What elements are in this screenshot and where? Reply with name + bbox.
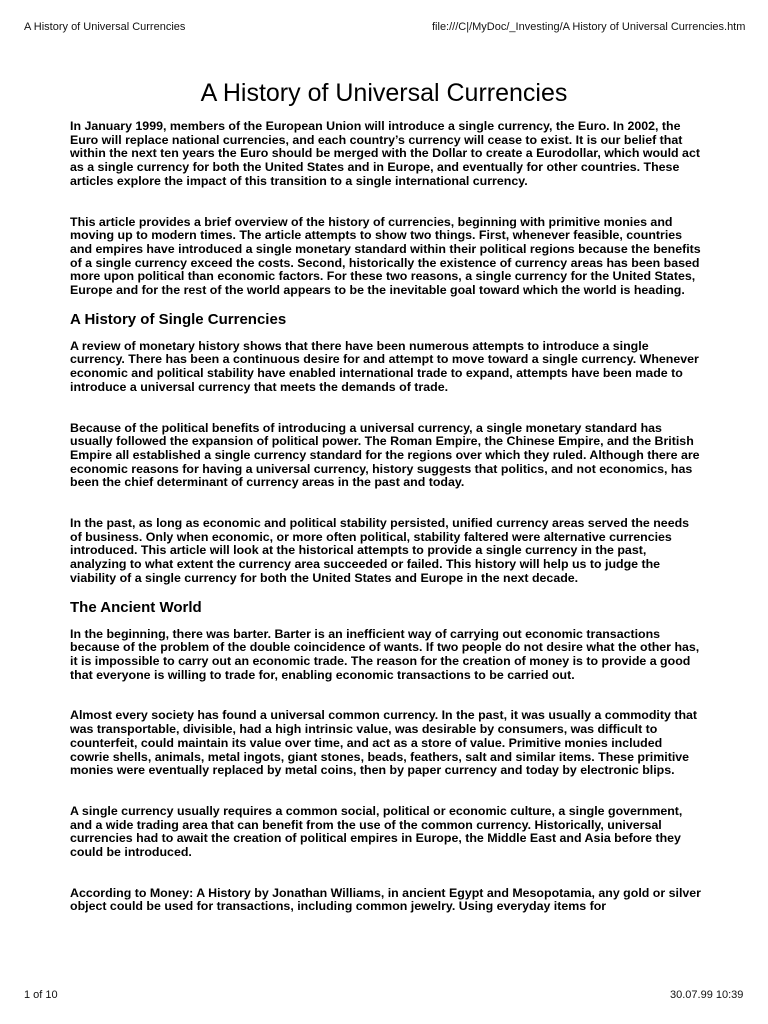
paragraph-monetary-history: A review of monetary history shows that there have been numerous attempts to introduce a single currency. There has been a continuous desire for and attempt to move toward a single currency. Whenever economic and political stability have enabled international trade to expand, attempts have been made to introduce a universal currency that meets the demands of trade.: [70, 338, 699, 394]
paragraph-requirements: A single currency usually requires a common social, political or economic culture, a single government, and a wide trading area that can benefit from the use of the common currency. Historically, universal currencies had to await the creation of political empires in Europe, the Middle East and Asia before they could be introduced.: [70, 803, 683, 860]
page-title: A History of Universal Currencies: [200, 79, 568, 107]
paragraph-intro: In January 1999, members of the European Union will introduce a single currency, the Euro. In 2002, the Euro will replace national currencies, and each country’s currency will cease to exist. It is our belief that within the next ten years the Euro should be merged with the Dollar to create a Eurodollar, which would act as a single currency for both the United States and in Europe, and eventually for other countries. These articles explore the impact of this transition to a single international currency.: [70, 119, 700, 188]
print-timestamp: 30.07.99 10:39: [670, 989, 744, 1001]
paragraph-stability: In the past, as long as economic and political stability persisted, unified currency areas served the needs of business. Only when economic, or more often political, stability faltered were alternative currencies introduced. This article will look at the historical attempts to provide a single currency in the past, analyzing to what extent the currency area succeeded or failed. This history will help us to judge the viability of a single currency for both the United States and Europe in the next decade.: [70, 516, 690, 585]
paragraph-political-benefits: Because of the political benefits of introducing a universal currency, a single monetary standard has usually followed the expansion of political power. The Roman Empire, the Chinese Empire, and the British Empire all established a single currency standard for the regions over which they ruled. Although there are economic reasons for having a universal currency, history suggests that politics, and not economics, has been the chief determinant of currency areas in the past and today.: [70, 420, 700, 490]
section-heading-single-currencies: A History of Single Currencies: [70, 310, 287, 328]
paragraph-egypt-mesopotamia: According to Money: A History by Jonathan Williams, in ancient Egypt and Mesopotamia, any gold or silver object could be used for transactions, including common jewelry. Using everyday items for: [70, 885, 701, 914]
paragraph-barter: In the beginning, there was barter. Barter is an inefficient way of carrying out economic transactions because of the problem of the double coincidence of wants. If two people do not desire what the other has, it is impossible to carry out an economic trade. The reason for the creation of money is to provide a good that everyone is willing to trade for, enabling economic transactions to be carried out.: [70, 626, 700, 682]
article-body: [70, 120, 704, 914]
section-heading-ancient-world: The Ancient World: [70, 598, 202, 616]
paragraph-overview: This article provides a brief overview of the history of currencies, beginning with primitive monies and moving up to modern times. The article attempts to show two things. First, whenever feasible, countries and empires have introduced a single monetary standard within their political regions because the benefits of a single currency exceed the costs. Second, historically the existence of currency areas has been based more upon political than economic factors. For these two reasons, a single currency for the United States, Europe and for the rest of the world appears to be the inevitable goal toward which the world is heading.: [70, 214, 701, 298]
paragraph-common-currency: Almost every society has found a universal common currency. In the past, it was usually a commodity that was transportable, divisible, had a high intrinsic value, was desirable by consumers, was difficult to counterfeit, could maintain its value over time, and act as a store of value. Primitive monies included cowrie shells, animals, metal ingots, giant stones, beads, feathers, salt and similar items. These primitive monies were eventually replaced by metal coins, then by paper currency and today by electronic blips.: [70, 708, 698, 778]
page-number: 1 of 10: [24, 989, 58, 1001]
print-header-url: file:///C|/MyDoc/_Investing/A History of Universal Currencies.htm: [432, 21, 746, 33]
print-header-title: A History of Universal Currencies: [24, 21, 186, 33]
